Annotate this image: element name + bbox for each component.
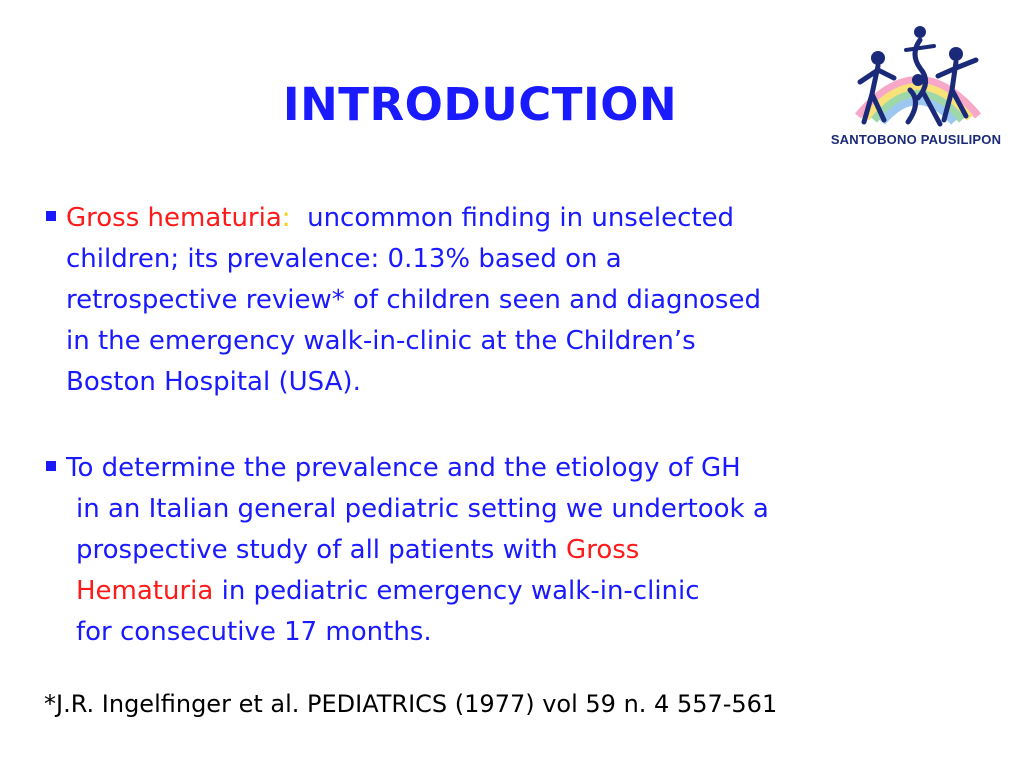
bullet2-line-2: in an Italian general pediatric setting we undertook a bbox=[76, 494, 769, 524]
bullet2-line-3 bbox=[46, 530, 986, 571]
bullet1-line-4: Boston Hospital (USA). bbox=[66, 367, 361, 397]
reference-citation: *J.R. Ingelfinger et al. PEDIATRICS (1977) vol 59 n. 4 557-561 bbox=[44, 690, 778, 718]
children-figures-logo-icon bbox=[848, 24, 988, 132]
bullet2-line-4-text: in pediatric emergency walk-in-clinic bbox=[213, 576, 700, 606]
bullet2-line-1: To determine the prevalence and the etiology of GH bbox=[66, 453, 741, 483]
bullet2-line-4 bbox=[46, 571, 986, 612]
highlight-colon: : bbox=[281, 203, 291, 233]
highlight-hematuria: Hematuria bbox=[76, 576, 214, 606]
highlight-gross: Gross bbox=[566, 535, 640, 565]
slide-title: INTRODUCTION bbox=[282, 78, 678, 131]
logo-label: SANTOBONO PAUSILIPON bbox=[830, 132, 1002, 147]
bullet2-first-line bbox=[46, 448, 986, 489]
square-bullet-icon bbox=[46, 461, 56, 471]
highlight-gross-hematuria: Gross hematuria bbox=[66, 203, 282, 233]
bullet2-line-3-text: prospective study of all patients with bbox=[76, 535, 567, 565]
bullet-gross-hematuria bbox=[46, 198, 966, 403]
hospital-logo bbox=[818, 24, 1014, 154]
bullet1-line-2: retrospective review* of children seen and diagnosed bbox=[66, 285, 761, 315]
bullet1-line-3: in the emergency walk-in-clinic at the Children’s bbox=[66, 326, 696, 356]
bullet1-line-1: children; its prevalence: 0.13% based on a bbox=[66, 244, 622, 274]
bullet1-first-line bbox=[46, 198, 966, 239]
square-bullet-icon bbox=[46, 211, 56, 221]
bullet1-line-0: uncommon finding in unselected bbox=[307, 203, 735, 233]
bullet2-line-5: for consecutive 17 months. bbox=[76, 617, 432, 647]
bullet-study-aim bbox=[46, 448, 986, 653]
